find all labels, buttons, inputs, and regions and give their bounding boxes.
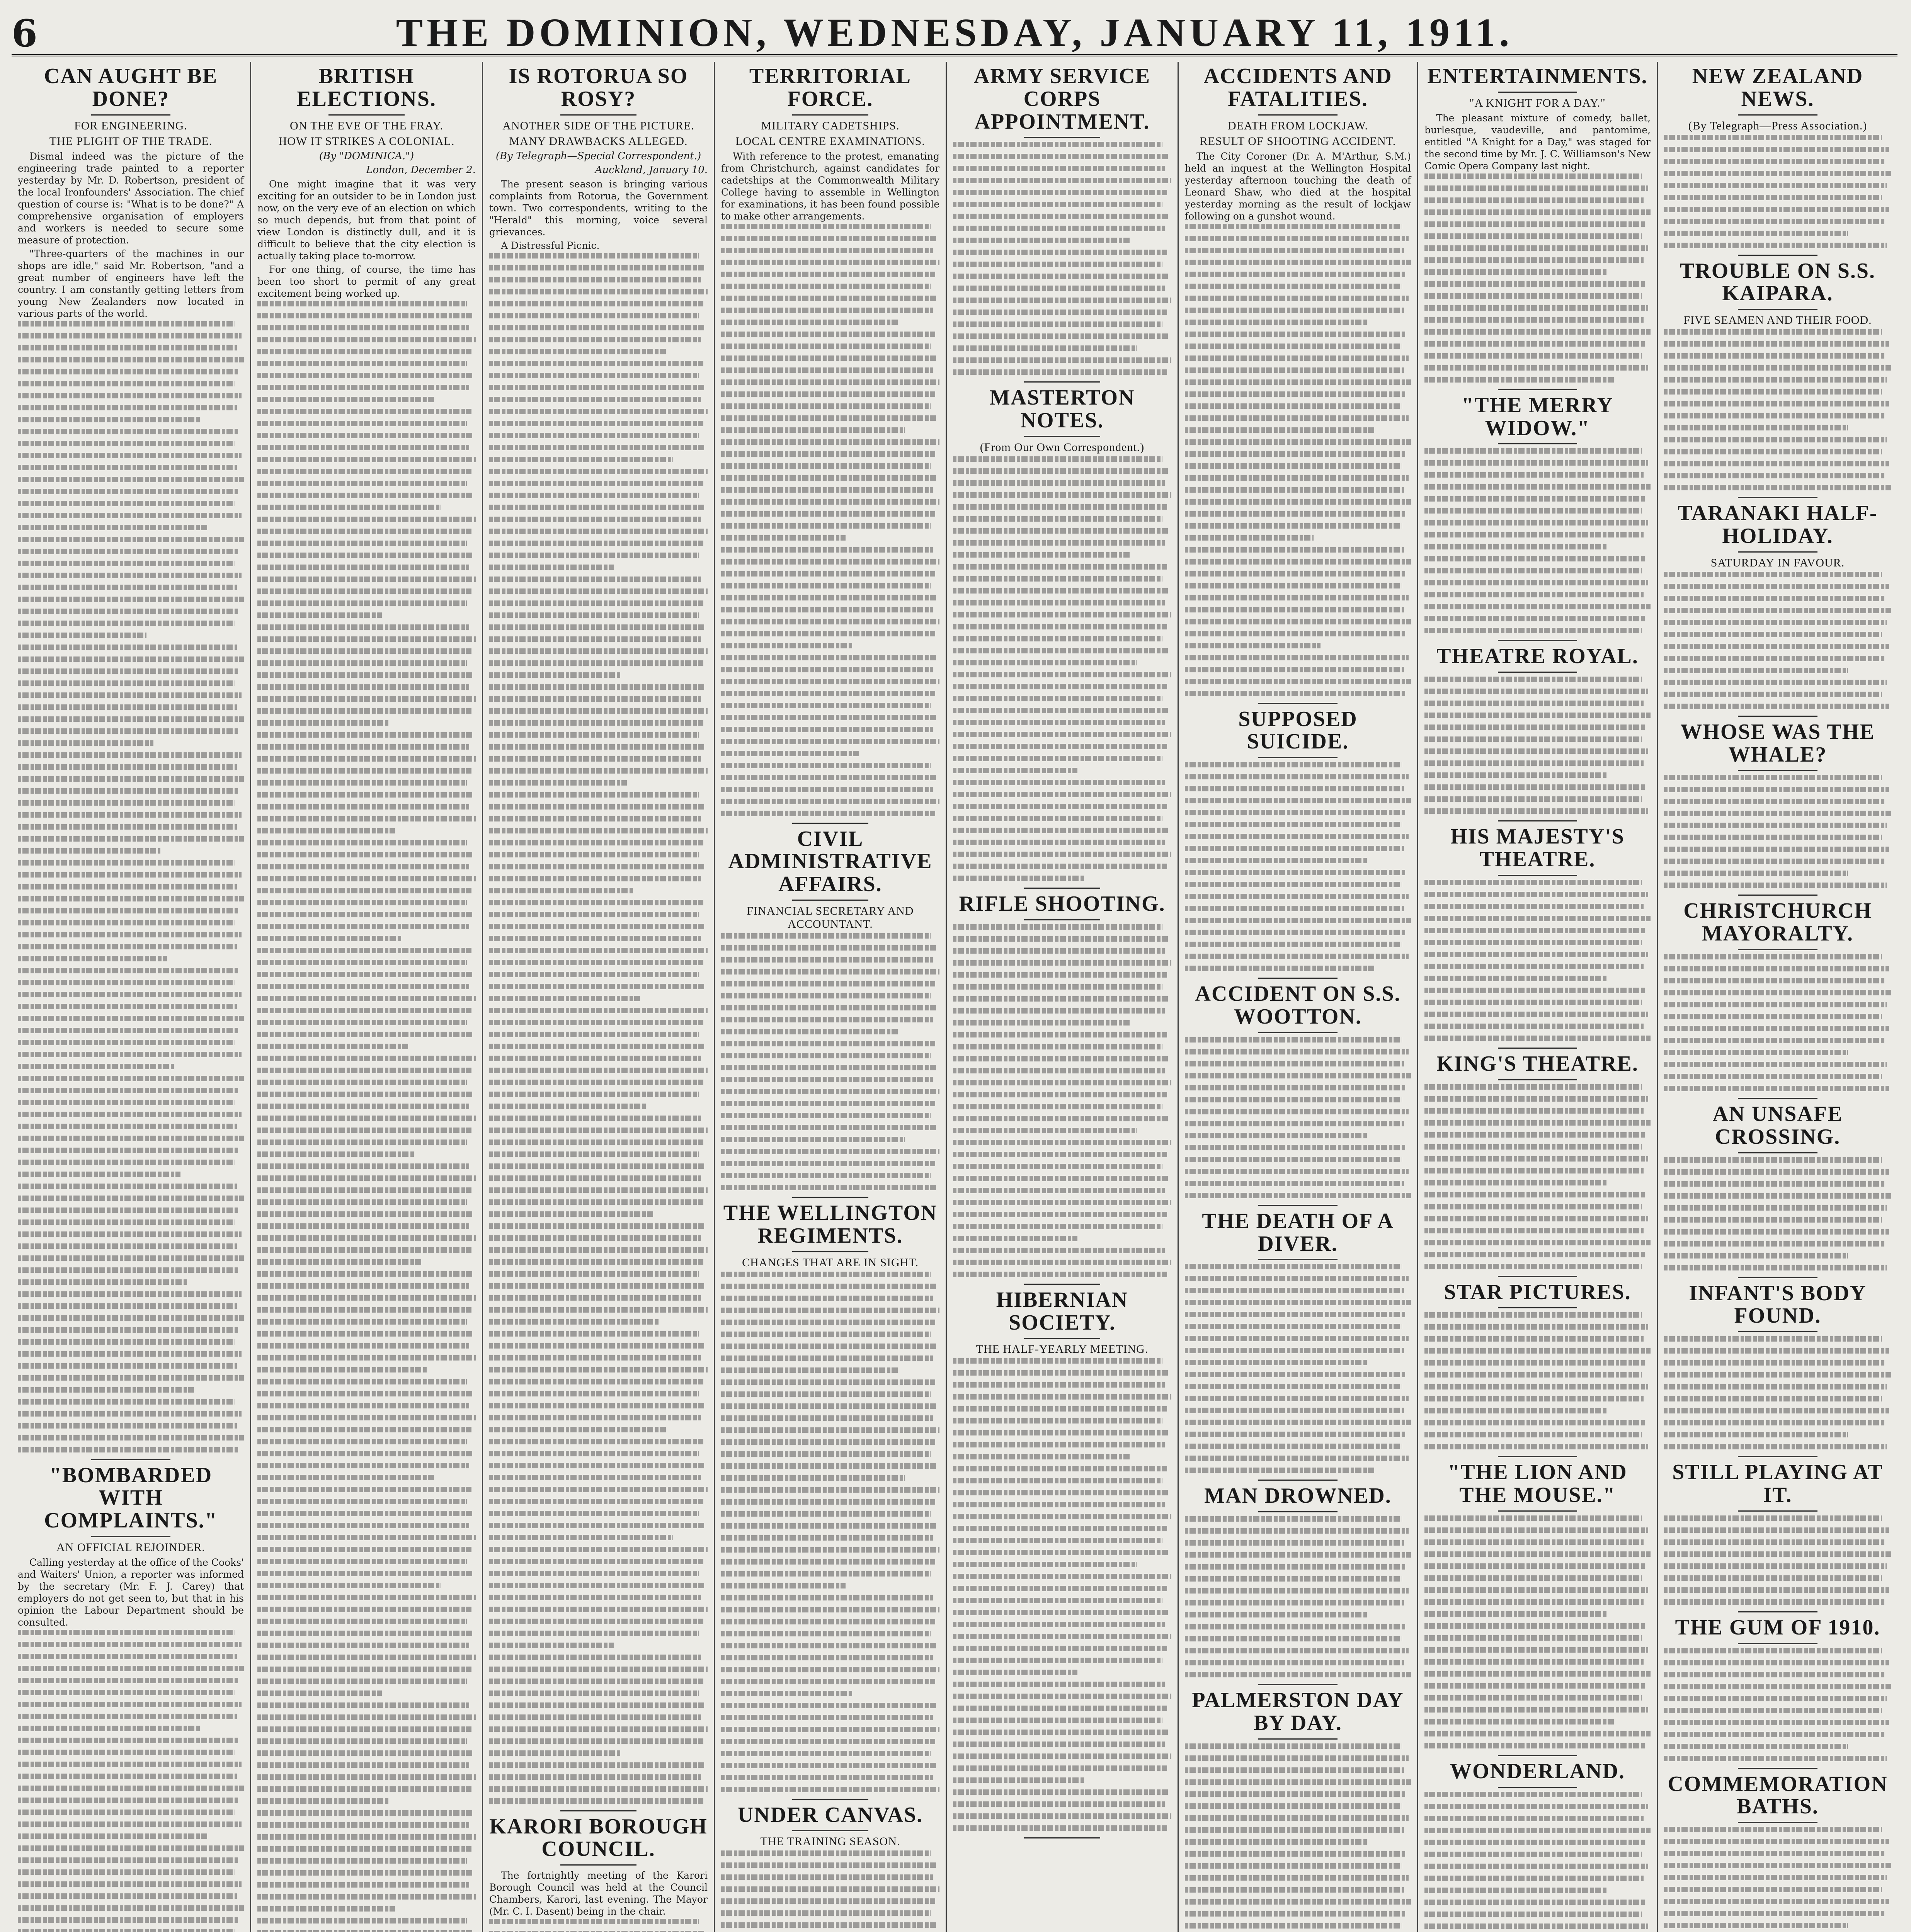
article-subhead: ON THE EVE OF THE FRAY. xyxy=(290,119,443,132)
divider xyxy=(1498,1787,1577,1788)
divider xyxy=(1738,497,1817,498)
body-text-lines xyxy=(18,1630,244,1932)
article-subhead: MILITARY CADETSHIPS. xyxy=(761,119,900,132)
divider xyxy=(1258,1032,1338,1033)
divider xyxy=(1738,551,1817,553)
body-text-lines xyxy=(1664,135,1891,248)
divider xyxy=(1738,114,1817,116)
divider xyxy=(1498,672,1577,673)
column-6 xyxy=(1179,62,1418,1932)
divider xyxy=(1738,770,1817,771)
body-text-lines xyxy=(1664,1336,1891,1449)
article xyxy=(1664,260,1891,498)
article xyxy=(1664,502,1891,717)
article xyxy=(1664,1773,1891,1932)
body-text-lines xyxy=(721,1850,939,1932)
article xyxy=(1664,1616,1891,1769)
article-byline: (By Telegraph—Special Correspondent.) xyxy=(495,150,701,162)
article xyxy=(953,65,1171,383)
divider xyxy=(1258,703,1338,704)
body-text-lines xyxy=(1664,775,1891,888)
article xyxy=(1424,65,1651,390)
article-headline: IS ROTORUA SO ROSY? xyxy=(509,64,688,111)
divider xyxy=(792,823,869,824)
article-headline: THE DEATH OF A DIVER. xyxy=(1202,1209,1394,1256)
divider xyxy=(1738,1643,1817,1644)
divider xyxy=(91,114,170,116)
divider xyxy=(1738,895,1817,896)
article-headline: MASTERTON NOTES. xyxy=(989,386,1135,433)
article-headline: PALMERSTON DAY BY DAY. xyxy=(1192,1688,1404,1735)
article-headline: WONDERLAND. xyxy=(1450,1759,1625,1783)
article-headline: UNDER CANVAS. xyxy=(737,1803,923,1827)
article xyxy=(18,1464,244,1932)
article-headline: TROUBLE ON S.S. KAIPARA. xyxy=(1680,259,1876,306)
body-text-lines xyxy=(1664,572,1891,709)
article-paragraph: The fortnightly meeting of the Karori Borough Council was held at the Council Chambers, Karori, last evening. The Mayor (Mr. C. I. Dasent) being in the chair. xyxy=(489,1870,708,1917)
body-text-lines xyxy=(1424,677,1651,814)
divider xyxy=(1498,389,1577,390)
article xyxy=(1185,1689,1411,1932)
body-text-lines xyxy=(1424,1792,1651,1932)
article-headline: WHOSE WAS THE WHALE? xyxy=(1680,719,1875,767)
divider xyxy=(1498,1048,1577,1049)
column-7 xyxy=(1418,62,1658,1932)
article xyxy=(1185,1210,1411,1481)
divider xyxy=(1738,1098,1817,1099)
divider xyxy=(560,1864,637,1866)
divider xyxy=(1024,919,1101,920)
body-text-lines xyxy=(18,321,244,1452)
article xyxy=(721,1202,939,1800)
divider xyxy=(1258,1684,1338,1685)
article-subhead: FIVE SEAMEN AND THEIR FOOD. xyxy=(1683,314,1872,327)
article-subhead: AN OFFICIAL REJOINDER. xyxy=(56,1541,206,1554)
article xyxy=(18,65,244,1460)
article-subhead: RESULT OF SHOOTING ACCIDENT. xyxy=(1200,134,1396,148)
article xyxy=(489,1815,708,1932)
divider xyxy=(1258,978,1338,979)
divider xyxy=(1738,1331,1817,1332)
divider xyxy=(1738,716,1817,717)
divider xyxy=(1498,92,1577,93)
divider xyxy=(1738,1822,1817,1823)
article-headline: AN UNSAFE CROSSING. xyxy=(1712,1102,1843,1149)
divider xyxy=(1738,1768,1817,1769)
divider xyxy=(560,114,637,116)
divider xyxy=(1498,1456,1577,1457)
divider xyxy=(1024,888,1101,889)
columns-container xyxy=(12,62,1897,1932)
article-headline: HIBERNIAN SOCIETY. xyxy=(996,1287,1128,1335)
divider xyxy=(792,900,869,901)
article-headline: ACCIDENT ON S.S. WOOTTON. xyxy=(1195,982,1401,1029)
divider xyxy=(792,1799,869,1800)
article-headline: "BOMBARDED WITH COMPLAINTS." xyxy=(44,1463,218,1533)
divider xyxy=(1258,1480,1338,1481)
body-text-lines xyxy=(1185,1037,1411,1198)
article-subhead: FINANCIAL SECRETARY AND ACCOUNTANT. xyxy=(747,904,914,930)
article xyxy=(1185,708,1411,979)
body-text-lines xyxy=(953,456,1171,881)
body-text-lines xyxy=(1185,1743,1411,1929)
article-paragraph: "Three-quarters of the machines in our shops are idle," said Mr. Robertson, "and a great number of engineers have left the country. I am constantly getting letters from young New Zealanders now located in various parts of the world. xyxy=(18,248,244,319)
article-headline: KING'S THEATRE. xyxy=(1436,1051,1639,1076)
article-dateline: London, December 2. xyxy=(366,164,476,176)
article xyxy=(721,65,939,824)
column-5 xyxy=(947,62,1179,1932)
article-headline: TERRITORIAL FORCE. xyxy=(749,64,912,111)
article-subhead: CHANGES THAT ARE IN SIGHT. xyxy=(742,1256,919,1269)
body-text-lines xyxy=(953,142,1171,375)
body-text-lines xyxy=(721,933,939,1190)
article-headline: ACCIDENTS AND FATALITIES. xyxy=(1203,64,1392,111)
article-headline: MAN DROWNED. xyxy=(1204,1484,1392,1508)
article-headline: KARORI BOROUGH COUNCIL. xyxy=(489,1814,708,1861)
article-paragraph: The present season is bringing various complaints from Rotorua, the Government town. Two correspondents, writing to the "Herald" this morning, voice several grievances. xyxy=(489,178,708,238)
divider xyxy=(1738,1510,1817,1512)
body-text-lines xyxy=(1424,1312,1651,1449)
column-2 xyxy=(251,62,483,1932)
divider xyxy=(1024,1837,1101,1838)
body-text-lines xyxy=(1664,1827,1891,1932)
article-headline: STAR PICTURES. xyxy=(1444,1280,1631,1304)
article xyxy=(257,65,476,1932)
article-headline: "THE LION AND THE MOUSE." xyxy=(1448,1460,1627,1507)
article-paragraph: One might imagine that it was very exciting for an outsider to be in London just now, on the very eve of an election on which so much depends, but from that point of view London is distinctly dull, and it is difficult to believe that the city election is actually taking place to-morrow. xyxy=(257,178,476,262)
article-headline: ENTERTAINMENTS. xyxy=(1427,64,1648,88)
article-headline: CIVIL ADMINISTRATIVE AFFAIRS. xyxy=(728,827,933,896)
article-subhead: "A KNIGHT FOR A DAY." xyxy=(1469,96,1606,109)
divider xyxy=(1738,1456,1817,1457)
article-paragraph: Dismal indeed was the picture of the engineering trade painted to a reporter yesterday by Mr. D. Robertson, president of the local Ironfounders' Association. The chief question of course is: "What is to be done?" A comprehensive organisation of employers and workers is needed to secure some measure of protection. xyxy=(18,150,244,246)
body-text-lines xyxy=(1424,448,1651,633)
divider xyxy=(1024,436,1101,437)
article-subhead: THE PLIGHT OF THE TRADE. xyxy=(49,134,213,148)
divider xyxy=(1498,1307,1577,1308)
article xyxy=(1185,983,1411,1206)
article-subhead: (By Telegraph—Press Association.) xyxy=(1688,119,1867,132)
divider xyxy=(1258,1738,1338,1740)
body-text-lines xyxy=(953,1358,1171,1831)
divider xyxy=(1738,1152,1817,1153)
body-text-lines xyxy=(721,224,939,816)
divider xyxy=(1498,1755,1577,1756)
body-text-lines xyxy=(489,1919,708,1932)
column-3 xyxy=(483,62,715,1932)
article-headline: THE WELLINGTON REGIMENTS. xyxy=(723,1201,938,1248)
body-text-lines xyxy=(1664,954,1891,1091)
body-text-lines xyxy=(1424,1515,1651,1748)
article-subhead: ANOTHER SIDE OF THE PICTURE. xyxy=(502,119,694,132)
divider xyxy=(1498,443,1577,444)
body-text-lines xyxy=(721,1272,939,1792)
body-text-lines xyxy=(1664,1515,1891,1605)
body-text-lines xyxy=(1185,1516,1411,1677)
article xyxy=(1424,645,1651,821)
article-headline: INFANT'S BODY FOUND. xyxy=(1689,1281,1867,1328)
divider xyxy=(792,1251,869,1252)
divider xyxy=(1498,640,1577,641)
article-subhead: HOW IT STRIKES A COLONIAL. xyxy=(278,134,455,148)
divider xyxy=(1738,1611,1817,1612)
article-headline: STILL PLAYING AT IT. xyxy=(1672,1460,1883,1507)
article-paragraph: For one thing, of course, the time has been too short to permit of any great excitement being worked up. xyxy=(257,264,476,299)
page-number: 6 xyxy=(12,12,37,55)
divider xyxy=(1024,1284,1101,1285)
column-1 xyxy=(12,62,251,1932)
article-paragraph: Calling yesterday at the office of the Cooks' and Waiters' Union, a reporter was informed by the secretary (Mr. F. J. Carey) that employers do not get seen to, but that in his opinion the Labour Department should be consulted. xyxy=(18,1556,244,1628)
divider xyxy=(1258,114,1338,116)
article xyxy=(1424,1461,1651,1756)
article-subhead: FOR ENGINEERING. xyxy=(74,119,187,132)
article xyxy=(1424,825,1651,1049)
divider xyxy=(792,114,869,116)
article-headline: TARANAKI HALF-HOLIDAY. xyxy=(1678,501,1878,548)
article xyxy=(1664,1282,1891,1458)
column-4 xyxy=(715,62,947,1932)
article-headline: THEATRE ROYAL. xyxy=(1436,644,1639,668)
divider xyxy=(1498,875,1577,876)
article-headline: ARMY SERVICE CORPS APPOINTMENT. xyxy=(973,64,1151,134)
article xyxy=(953,893,1171,1285)
article-paragraph: The City Coroner (Dr. A. M'Arthur, S.M.) held an inquest at the Wellington Hospital yesterday afternoon touching the death of Leonard Shaw, who died at the hospital yesterday morning as the result of lockjaw following on a gunshot wound. xyxy=(1185,150,1411,222)
divider xyxy=(1498,1276,1577,1277)
article xyxy=(489,65,708,1811)
body-text-lines xyxy=(1664,1648,1891,1761)
masthead xyxy=(12,8,1897,56)
article-paragraph: A Distressful Picnic. xyxy=(501,240,600,251)
article-subhead: THE TRAINING SEASON. xyxy=(760,1835,900,1848)
article-subhead: THE HALF-YEARLY MEETING. xyxy=(976,1343,1149,1356)
body-text-lines xyxy=(489,253,708,1804)
divider xyxy=(1498,1079,1577,1080)
body-text-lines xyxy=(1185,1264,1411,1473)
article-headline: SUPPOSED SUICIDE. xyxy=(1238,707,1358,754)
divider xyxy=(1258,1259,1338,1260)
divider xyxy=(1258,757,1338,758)
divider xyxy=(1738,255,1817,256)
body-text-lines xyxy=(1185,224,1411,696)
divider xyxy=(1498,1510,1577,1512)
article-headline: RIFLE SHOOTING. xyxy=(959,891,1166,916)
article-headline: HIS MAJESTY'S THEATRE. xyxy=(1450,825,1625,871)
article-dateline: Auckland, January 10. xyxy=(595,164,708,176)
divider xyxy=(1024,381,1101,383)
divider xyxy=(1738,1277,1817,1278)
divider xyxy=(1258,1205,1338,1206)
article xyxy=(953,386,1171,889)
article xyxy=(1185,1485,1411,1685)
divider xyxy=(792,1197,869,1198)
article-subhead: LOCAL CENTRE EXAMINATIONS. xyxy=(735,134,925,148)
article-paragraph: The pleasant mixture of comedy, ballet, burlesque, vaudeville, and pantomime, entitled "A Knight for a Day," was staged for the second time by Mr. J. C. Williamson's New Comic Opera Company last night. xyxy=(1424,112,1651,172)
body-text-lines xyxy=(1664,1157,1891,1270)
divider xyxy=(1498,820,1577,821)
article xyxy=(1664,65,1891,256)
article-headline: CHRISTCHURCH MAYORALTY. xyxy=(1683,899,1872,946)
column-8 xyxy=(1658,62,1897,1932)
article-headline: "THE MERRY WIDOW." xyxy=(1462,393,1613,440)
divider xyxy=(1024,137,1101,138)
divider xyxy=(91,1459,170,1460)
article-headline: CAN AUGHT BE DONE? xyxy=(44,64,218,111)
article xyxy=(1664,1103,1891,1278)
divider xyxy=(1258,1511,1338,1512)
body-text-lines xyxy=(953,924,1171,1277)
article xyxy=(1424,394,1651,641)
article-headline: COMMEMORATION BATHS. xyxy=(1668,1772,1888,1819)
divider xyxy=(328,114,405,116)
divider xyxy=(91,1536,170,1537)
article xyxy=(1664,900,1891,1099)
article xyxy=(953,1289,1171,1839)
article-byline: (By "DOMINICA.") xyxy=(319,150,414,162)
article xyxy=(721,828,939,1198)
article xyxy=(1424,1281,1651,1458)
article-subhead: SATURDAY IN FAVOUR. xyxy=(1710,556,1845,569)
article xyxy=(1424,1760,1651,1932)
article-headline: BRITISH ELECTIONS. xyxy=(297,64,436,111)
body-text-lines xyxy=(1424,880,1651,1041)
article xyxy=(721,1804,939,1932)
article-subhead: (From Our Own Correspondent.) xyxy=(980,440,1145,454)
masthead-title: THE DOMINION, WEDNESDAY, JANUARY 11, 1911. xyxy=(396,10,1513,55)
body-text-lines xyxy=(257,301,476,1932)
divider xyxy=(1738,309,1817,310)
article-paragraph: With reference to the protest, emanating from Christchurch, against candidates for cadetships at the Commonwealth Military College having to assemble in Wellington for examinations, it has been found possible to make other arrangements. xyxy=(721,150,939,222)
body-text-lines xyxy=(1185,762,1411,971)
body-text-lines xyxy=(1424,1084,1651,1269)
body-text-lines xyxy=(1424,173,1651,383)
divider xyxy=(560,1810,637,1811)
divider xyxy=(1738,949,1817,950)
article xyxy=(1664,721,1891,896)
body-text-lines xyxy=(1664,329,1891,490)
divider xyxy=(1024,1338,1101,1339)
article-headline: THE GUM OF 1910. xyxy=(1675,1615,1880,1639)
article xyxy=(1664,1461,1891,1612)
article xyxy=(1424,1053,1651,1277)
article xyxy=(1185,65,1411,704)
divider xyxy=(792,1830,869,1831)
article-subhead: DEATH FROM LOCKJAW. xyxy=(1227,119,1368,132)
article-subhead: MANY DRAWBACKS ALLEGED. xyxy=(509,134,688,148)
article-headline: NEW ZEALAND NEWS. xyxy=(1692,64,1863,111)
